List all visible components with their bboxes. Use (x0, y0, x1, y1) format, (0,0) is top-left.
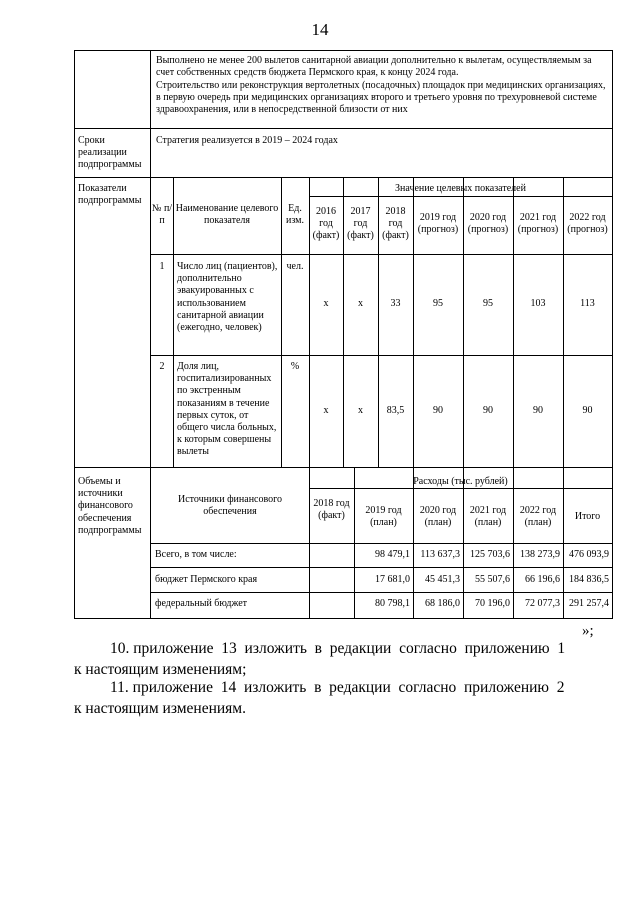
indicator-value-cell: 95 (483, 298, 493, 309)
indicator-year-header: 2021 год (прогноз) (517, 212, 559, 236)
finance-source-name: Всего, в том числе: (155, 549, 237, 560)
finance-year-header: 2020 год (план) (419, 505, 457, 529)
top-text-2: Строительство или реконструкция вертолетных (посадочных) площадок при медицинских организациях, в первую очередь при медицинских организациях второго и третьего уровня по трехуровневой системе здравоохранения, или в непосредственной близости от них (156, 80, 606, 116)
page-number: 14 (311, 20, 329, 39)
finance-source-name: бюджет Пермского края (155, 574, 258, 585)
finance-value-cell: 125 703,6 (470, 549, 510, 560)
col-unit-header: Ед. изм. (286, 203, 304, 227)
finance-value-cell: 80 798,1 (375, 598, 410, 609)
indicators-label: Показатели подпрограммы (78, 183, 142, 207)
finance-value-cell: 55 507,6 (475, 574, 510, 585)
finance-year-header: 2019 год (план) (365, 505, 402, 529)
row2-name: Доля лиц, госпитализированных по экстренным показаниям в течение первых суток, от общего числа больных, к которым совершены вылеты (177, 361, 277, 458)
indicator-year-header: 2018 год (факт) (382, 206, 409, 242)
indicator-value-cell: 90 (433, 405, 443, 416)
row1-unit: чел. (286, 261, 304, 272)
indicator-year-header: 2019 год (прогноз) (417, 212, 459, 236)
indicator-value-cell: х (323, 298, 329, 309)
finance-value-cell: 113 637,3 (420, 549, 460, 560)
indicator-value-cell: 103 (530, 298, 546, 309)
finance-value-cell: 68 186,0 (425, 598, 460, 609)
paragraph-10-line2: к настоящим изменениям; (74, 661, 247, 678)
finance-value-cell: 184 836,5 (569, 574, 609, 585)
timing-label: Сроки реализации подпрограммы (78, 135, 142, 171)
indicator-year-header: 2022 год (прогноз) (567, 212, 608, 236)
finance-value-cell: 476 093,9 (569, 549, 609, 560)
row2-unit: % (290, 361, 300, 372)
finance-year-header: Итого (574, 511, 601, 522)
indicator-year-header: 2020 год (прогноз) (467, 212, 509, 236)
indicator-value-cell: 33 (390, 298, 401, 309)
indicator-value-cell: 90 (533, 405, 543, 416)
values-header: Значение целевых показателей (395, 183, 526, 194)
timing-value: Стратегия реализуется в 2019 – 2024 годах (156, 135, 338, 146)
finance-value-cell: 138 273,9 (520, 549, 560, 560)
indicator-value-cell: 95 (433, 298, 443, 309)
indicator-value-cell: 83,5 (386, 405, 405, 416)
paragraph-10-line1: 10. приложение 13 изложить в редакции согласно приложению 1 (110, 640, 566, 657)
indicator-year-header: 2017 год (факт) (347, 206, 374, 242)
finance-value-cell: 291 257,4 (569, 598, 609, 609)
closing-quote: »; (582, 623, 594, 639)
paragraph-11-line2: к настоящим изменениям. (74, 700, 246, 717)
finance-value-cell: 72 077,3 (525, 598, 560, 609)
indicator-value-cell: 113 (580, 298, 595, 309)
expenses-header: Расходы (тыс. рублей) (413, 476, 508, 487)
finance-value-cell: 70 196,0 (475, 598, 510, 609)
finance-label: Объемы и источники финансового обеспечения подпрограммы (78, 476, 142, 536)
finance-value-cell: 66 196,6 (525, 574, 560, 585)
row1-number: 1 (159, 261, 165, 272)
finance-value-cell: 45 451,3 (425, 574, 460, 585)
col-name-header: Наименование целевого показателя (175, 203, 279, 227)
finance-year-header: 2021 год (план) (469, 505, 507, 529)
indicator-value-cell: 90 (582, 405, 593, 416)
indicator-value-cell: 90 (483, 405, 493, 416)
top-text-1: Выполнено не менее 200 вылетов санитарной авиации дополнительно к вылетам, осуществляемым за счет собственных средств бюджета Пермского края, к концу 2024 года. (156, 55, 592, 79)
indicator-year-header: 2016 год (факт) (312, 206, 340, 242)
sources-header: Источники финансового обеспечения (178, 494, 282, 518)
finance-year-header: 2022 год (план) (519, 505, 557, 529)
finance-value-cell: 17 681,0 (375, 574, 410, 585)
row2-number: 2 (159, 361, 165, 372)
row1-name: Число лиц (пациентов), дополнительно эвакуированных с использованием санитарной авиации (ежегодно, человек) (177, 261, 278, 334)
finance-year-header: 2018 год (факт) (313, 498, 350, 522)
finance-value-cell: 98 479,1 (375, 549, 410, 560)
paragraph-11-line1: 11. приложение 14 изложить в редакции согласно приложению 2 (110, 679, 565, 696)
indicator-value-cell: х (323, 405, 329, 416)
col-number-header: № п/п (151, 203, 173, 227)
indicator-value-cell: х (358, 405, 363, 416)
indicator-value-cell: х (358, 298, 363, 309)
finance-source-name: федеральный бюджет (155, 598, 248, 609)
